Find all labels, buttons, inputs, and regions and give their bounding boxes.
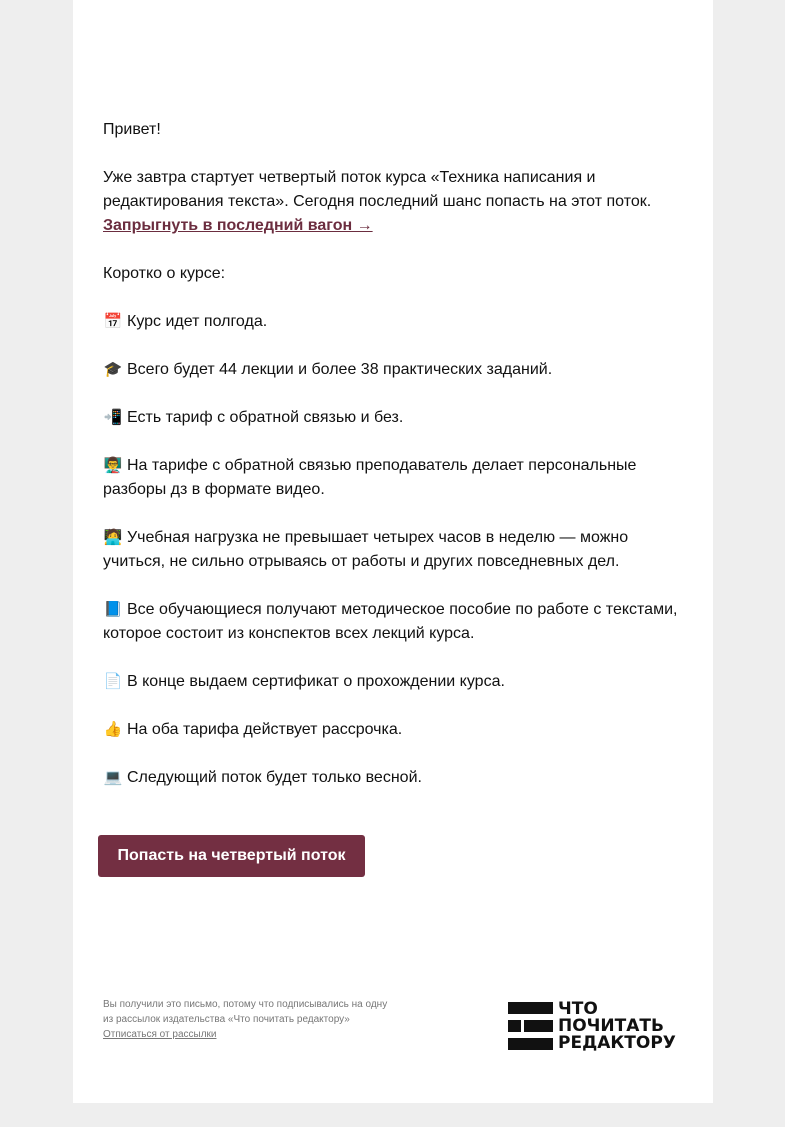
person-laptop-icon: 🧑‍💻 bbox=[103, 529, 123, 546]
graduation-cap-icon: 🎓 bbox=[103, 361, 123, 378]
list-item-text: Следующий поток будет только весной. bbox=[127, 769, 422, 786]
blue-book-icon: 📘 bbox=[103, 601, 123, 618]
logo-wordmark bbox=[558, 1001, 676, 1052]
logo-line-2: ПОЧИТАТЬ bbox=[558, 1016, 664, 1036]
list-item-text: Всего будет 44 лекции и более 38 практических заданий. bbox=[127, 361, 553, 378]
list-item bbox=[103, 766, 688, 790]
list-item bbox=[103, 406, 688, 430]
phone-arrow-icon: 📲 bbox=[103, 409, 123, 426]
email-card bbox=[73, 0, 713, 1103]
list-item bbox=[103, 670, 688, 694]
calendar-icon: 📅 bbox=[103, 313, 123, 330]
logo-line-3: РЕДАКТОРУ bbox=[558, 1033, 676, 1053]
intro-paragraph bbox=[103, 166, 688, 238]
teacher-icon: 👨‍🏫 bbox=[103, 457, 123, 474]
last-chance-link[interactable]: Запрыгнуть в последний вагон → bbox=[103, 217, 373, 234]
join-fourth-stream-button[interactable]: Попасть на четвертый поток bbox=[98, 835, 365, 877]
unsubscribe-link[interactable]: Отписаться от рассылки bbox=[103, 1029, 217, 1040]
list-item-text: Все обучающиеся получают методическое пособие по работе с текстами, которое состоит из конспектов всех лекций курса. bbox=[103, 601, 678, 642]
greeting: Привет! bbox=[103, 121, 161, 138]
document-icon: 📄 bbox=[103, 673, 123, 690]
list-item-text: Есть тариф с обратной связью и без. bbox=[127, 409, 404, 426]
footer-notice-text: Вы получили это письмо, потому что подписывались на одну из рассылок издательства «Что почитать редактору» bbox=[103, 999, 388, 1025]
logo-line-1: ЧТО bbox=[558, 999, 598, 1019]
thumbs-up-icon: 👍 bbox=[103, 721, 123, 738]
email-body bbox=[103, 118, 688, 790]
list-item-text: На оба тарифа действует рассрочка. bbox=[127, 721, 403, 738]
list-item bbox=[103, 598, 688, 646]
list-item-text: В конце выдаем сертификат о прохождении курса. bbox=[127, 673, 505, 690]
logo-bars-icon bbox=[508, 1002, 553, 1050]
list-item bbox=[103, 358, 688, 382]
footer-notice bbox=[103, 997, 393, 1042]
list-item bbox=[103, 526, 688, 574]
list-item-text: Учебная нагрузка не превышает четырех часов в неделю — можно учиться, не сильно отрываясь от работы и других повседневных дел. bbox=[103, 529, 629, 570]
publisher-logo[interactable] bbox=[508, 999, 688, 1054]
list-item bbox=[103, 310, 688, 334]
list-item-text: На тарифе с обратной связью преподаватель делает персональные разборы дз в формате видео. bbox=[103, 457, 637, 498]
list-item bbox=[103, 454, 688, 502]
intro-text: Уже завтра стартует четвертый поток курса «Техника написания и редактирования текста». Сегодня последний шанс попасть на этот поток. bbox=[103, 169, 652, 210]
summary-heading: Коротко о курсе: bbox=[103, 265, 226, 282]
list-item-text: Курс идет полгода. bbox=[127, 313, 268, 330]
list-item bbox=[103, 718, 688, 742]
laptop-icon: 💻 bbox=[103, 769, 123, 786]
